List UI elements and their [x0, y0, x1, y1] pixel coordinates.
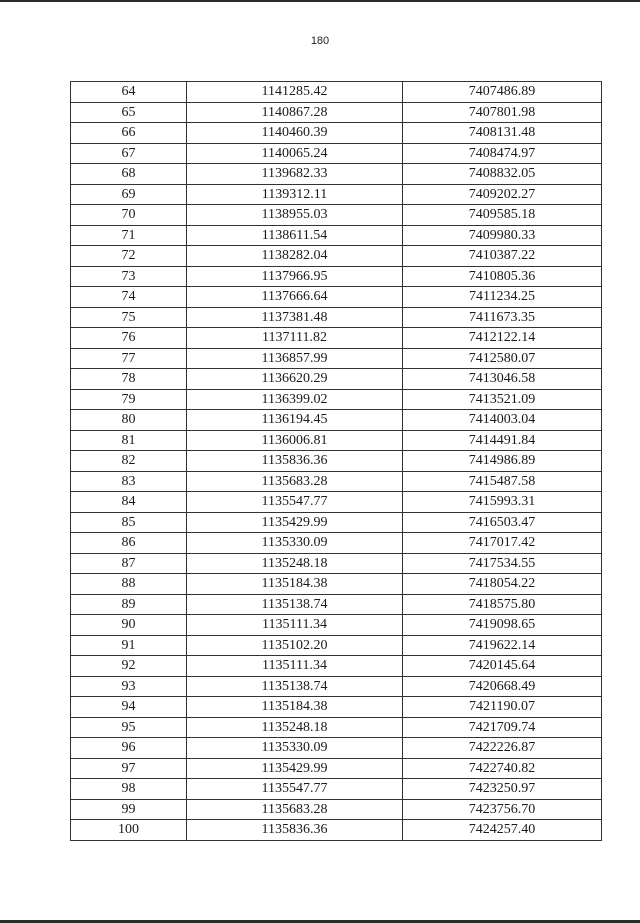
x-coordinate-cell: 1140867.28 [187, 102, 403, 123]
table-row [71, 512, 602, 533]
y-coordinate-cell: 7409980.33 [403, 225, 602, 246]
table-row [71, 184, 602, 205]
x-coordinate-cell: 1138955.03 [187, 205, 403, 226]
table-row [71, 492, 602, 513]
y-coordinate-cell: 7412580.07 [403, 348, 602, 369]
x-coordinate-cell: 1140460.39 [187, 123, 403, 144]
table-row [71, 533, 602, 554]
table-row [71, 307, 602, 328]
y-coordinate-cell: 7410387.22 [403, 246, 602, 267]
x-coordinate-cell: 1135547.77 [187, 492, 403, 513]
x-coordinate-cell: 1135248.18 [187, 553, 403, 574]
point-number-cell: 74 [71, 287, 187, 308]
x-coordinate-cell: 1137111.82 [187, 328, 403, 349]
x-coordinate-cell: 1138611.54 [187, 225, 403, 246]
table-row [71, 430, 602, 451]
point-number-cell: 98 [71, 779, 187, 800]
table-row [71, 738, 602, 759]
x-coordinate-cell: 1135683.28 [187, 471, 403, 492]
point-number-cell: 93 [71, 676, 187, 697]
y-coordinate-cell: 7424257.40 [403, 820, 602, 841]
table-row [71, 266, 602, 287]
point-number-cell: 91 [71, 635, 187, 656]
y-coordinate-cell: 7416503.47 [403, 512, 602, 533]
point-number-cell: 83 [71, 471, 187, 492]
table-row [71, 328, 602, 349]
y-coordinate-cell: 7420145.64 [403, 656, 602, 677]
point-number-cell: 75 [71, 307, 187, 328]
table-row [71, 451, 602, 472]
x-coordinate-cell: 1139682.33 [187, 164, 403, 185]
y-coordinate-cell: 7421190.07 [403, 697, 602, 718]
x-coordinate-cell: 1135111.34 [187, 656, 403, 677]
y-coordinate-cell: 7410805.36 [403, 266, 602, 287]
coordinates-table [70, 81, 602, 841]
table-row [71, 143, 602, 164]
x-coordinate-cell: 1135248.18 [187, 717, 403, 738]
y-coordinate-cell: 7418575.80 [403, 594, 602, 615]
x-coordinate-cell: 1135836.36 [187, 451, 403, 472]
table-row [71, 287, 602, 308]
x-coordinate-cell: 1140065.24 [187, 143, 403, 164]
table-row [71, 246, 602, 267]
y-coordinate-cell: 7418054.22 [403, 574, 602, 595]
table-row [71, 574, 602, 595]
y-coordinate-cell: 7411234.25 [403, 287, 602, 308]
table-row [71, 779, 602, 800]
y-coordinate-cell: 7407486.89 [403, 82, 602, 103]
x-coordinate-cell: 1141285.42 [187, 82, 403, 103]
point-number-cell: 86 [71, 533, 187, 554]
point-number-cell: 84 [71, 492, 187, 513]
y-coordinate-cell: 7422226.87 [403, 738, 602, 759]
x-coordinate-cell: 1135184.38 [187, 574, 403, 595]
point-number-cell: 64 [71, 82, 187, 103]
table-row [71, 594, 602, 615]
x-coordinate-cell: 1135683.28 [187, 799, 403, 820]
point-number-cell: 89 [71, 594, 187, 615]
point-number-cell: 94 [71, 697, 187, 718]
x-coordinate-cell: 1135138.74 [187, 594, 403, 615]
x-coordinate-cell: 1138282.04 [187, 246, 403, 267]
x-coordinate-cell: 1137381.48 [187, 307, 403, 328]
x-coordinate-cell: 1139312.11 [187, 184, 403, 205]
coordinates-table-body [71, 82, 602, 841]
table-row [71, 410, 602, 431]
page-number: 180 [310, 35, 330, 47]
x-coordinate-cell: 1136006.81 [187, 430, 403, 451]
point-number-cell: 90 [71, 615, 187, 636]
table-row [71, 205, 602, 226]
point-number-cell: 70 [71, 205, 187, 226]
y-coordinate-cell: 7415993.31 [403, 492, 602, 513]
x-coordinate-cell: 1135547.77 [187, 779, 403, 800]
y-coordinate-cell: 7422740.82 [403, 758, 602, 779]
table-row [71, 656, 602, 677]
y-coordinate-cell: 7411673.35 [403, 307, 602, 328]
point-number-cell: 69 [71, 184, 187, 205]
point-number-cell: 88 [71, 574, 187, 595]
x-coordinate-cell: 1135138.74 [187, 676, 403, 697]
table-row [71, 348, 602, 369]
point-number-cell: 68 [71, 164, 187, 185]
point-number-cell: 100 [71, 820, 187, 841]
point-number-cell: 77 [71, 348, 187, 369]
point-number-cell: 72 [71, 246, 187, 267]
y-coordinate-cell: 7414986.89 [403, 451, 602, 472]
point-number-cell: 67 [71, 143, 187, 164]
y-coordinate-cell: 7417534.55 [403, 553, 602, 574]
point-number-cell: 87 [71, 553, 187, 574]
x-coordinate-cell: 1136857.99 [187, 348, 403, 369]
y-coordinate-cell: 7414003.04 [403, 410, 602, 431]
x-coordinate-cell: 1135102.20 [187, 635, 403, 656]
point-number-cell: 80 [71, 410, 187, 431]
point-number-cell: 82 [71, 451, 187, 472]
point-number-cell: 73 [71, 266, 187, 287]
y-coordinate-cell: 7423756.70 [403, 799, 602, 820]
y-coordinate-cell: 7414491.84 [403, 430, 602, 451]
x-coordinate-cell: 1135111.34 [187, 615, 403, 636]
table-row [71, 697, 602, 718]
y-coordinate-cell: 7412122.14 [403, 328, 602, 349]
table-row [71, 717, 602, 738]
table-row [71, 369, 602, 390]
x-coordinate-cell: 1135429.99 [187, 758, 403, 779]
point-number-cell: 66 [71, 123, 187, 144]
y-coordinate-cell: 7413046.58 [403, 369, 602, 390]
x-coordinate-cell: 1136399.02 [187, 389, 403, 410]
x-coordinate-cell: 1135330.09 [187, 738, 403, 759]
point-number-cell: 99 [71, 799, 187, 820]
x-coordinate-cell: 1136194.45 [187, 410, 403, 431]
y-coordinate-cell: 7415487.58 [403, 471, 602, 492]
point-number-cell: 76 [71, 328, 187, 349]
table-row [71, 471, 602, 492]
top-border-line [0, 0, 640, 2]
point-number-cell: 97 [71, 758, 187, 779]
x-coordinate-cell: 1136620.29 [187, 369, 403, 390]
table-row [71, 820, 602, 841]
y-coordinate-cell: 7408131.48 [403, 123, 602, 144]
y-coordinate-cell: 7409202.27 [403, 184, 602, 205]
table-row [71, 676, 602, 697]
x-coordinate-cell: 1137966.95 [187, 266, 403, 287]
table-row [71, 635, 602, 656]
y-coordinate-cell: 7423250.97 [403, 779, 602, 800]
table-row [71, 164, 602, 185]
point-number-cell: 92 [71, 656, 187, 677]
table-row [71, 799, 602, 820]
table-row [71, 82, 602, 103]
table-row [71, 389, 602, 410]
y-coordinate-cell: 7419098.65 [403, 615, 602, 636]
table-row [71, 225, 602, 246]
point-number-cell: 65 [71, 102, 187, 123]
table-row [71, 123, 602, 144]
table-row [71, 758, 602, 779]
x-coordinate-cell: 1135184.38 [187, 697, 403, 718]
point-number-cell: 79 [71, 389, 187, 410]
y-coordinate-cell: 7413521.09 [403, 389, 602, 410]
y-coordinate-cell: 7409585.18 [403, 205, 602, 226]
point-number-cell: 71 [71, 225, 187, 246]
y-coordinate-cell: 7420668.49 [403, 676, 602, 697]
y-coordinate-cell: 7408474.97 [403, 143, 602, 164]
y-coordinate-cell: 7421709.74 [403, 717, 602, 738]
point-number-cell: 81 [71, 430, 187, 451]
point-number-cell: 96 [71, 738, 187, 759]
y-coordinate-cell: 7417017.42 [403, 533, 602, 554]
y-coordinate-cell: 7408832.05 [403, 164, 602, 185]
table-row [71, 615, 602, 636]
table-row [71, 553, 602, 574]
x-coordinate-cell: 1135429.99 [187, 512, 403, 533]
x-coordinate-cell: 1137666.64 [187, 287, 403, 308]
y-coordinate-cell: 7407801.98 [403, 102, 602, 123]
y-coordinate-cell: 7419622.14 [403, 635, 602, 656]
table-row [71, 102, 602, 123]
x-coordinate-cell: 1135330.09 [187, 533, 403, 554]
point-number-cell: 78 [71, 369, 187, 390]
point-number-cell: 85 [71, 512, 187, 533]
x-coordinate-cell: 1135836.36 [187, 820, 403, 841]
point-number-cell: 95 [71, 717, 187, 738]
